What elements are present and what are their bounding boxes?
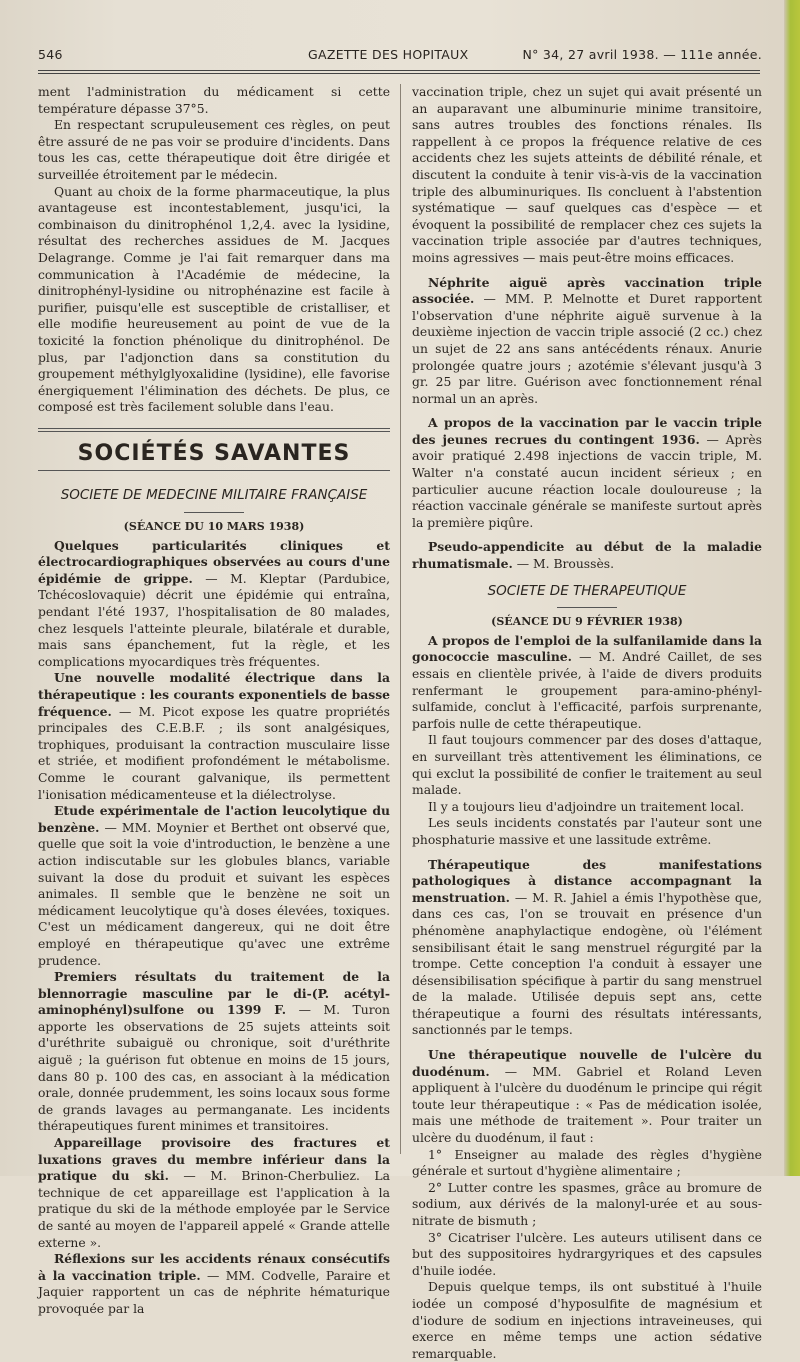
paragraph: Il y a toujours lieu d'adjoindre un traitement local. xyxy=(428,799,745,814)
article-title: Néphrite aiguë après vaccination triple associée. xyxy=(412,274,762,307)
list-item: 3° Cicatriser l'ulcère. Les auteurs utilisent dans ce but des suppositoires hydrargyriques et des capsules d'huile iodée. xyxy=(412,1230,762,1278)
paragraph: Il faut toujours commencer par des doses d'attaque, en surveillant très attentivement les éliminations, ce qui exclut la possibilité de confier le traitement au seul malade. xyxy=(412,733,762,798)
column-divider xyxy=(400,84,401,1154)
article-text: — MM. Moynier et Berthet ont observé que, quelle que soit la voie d'introduction, le benzène a une action indiscutable sur les globules blancs, variable suivant la dose du produit et suivant les espèces animales. Il semble que le benzène ne soit un médicament leucolytique qu'à doses élevées, toxiques. C'est un médicament dangereux, qui ne doit être employé en thérapeutique qu'avec une extrême prudence. xyxy=(38,820,390,968)
article-text: — M. Picot expose les quatre propriétés principales des C.E.B.F. ; ils sont analgésiques, trophiques, produisant la contraction musculaire lisse et striée, et modifient profondément le métabolisme. Comme le courant galvanique, ils permettent l'ionisation médicamenteuse et la diélectrolyse. xyxy=(38,704,390,802)
article xyxy=(38,538,390,671)
article-title: Premiers résultats du traitement de la blennorragie masculine par le di-(P. acétyl-aminophényl)sulfone ou 1399 F. xyxy=(38,969,390,1018)
divider xyxy=(184,512,244,513)
right-column xyxy=(412,84,762,1362)
paragraph: En respectant scrupuleusement ces règles, on peut être assuré de ne pas voir se produire d'incidents. Dans tous les cas, cette thérapeutique doit être dirigée et surveillée étroitement par le médecin. xyxy=(38,118,390,182)
running-head xyxy=(38,47,762,69)
article-text: — MM. Codvelle, Paraire et Jaquier rapportent un cas de néphrite hématurique provoquée par la xyxy=(38,1268,390,1316)
article xyxy=(412,633,762,733)
article xyxy=(412,857,762,1040)
journal-title: GAZETTE DES HOPITAUX xyxy=(308,47,469,62)
list-item: 1° Enseigner au malade des règles d'hygiène générale et surtout d'hygiène alimentaire ; xyxy=(412,1147,762,1179)
paragraph: vaccination triple, chez un sujet qui avait présenté un an auparavant une albuminurie minime transitoire, sans autres troubles des fonctions rénales. Ils rappellent à ce propos la fréquence relative de ces accidents chez les sujets atteints de débilité rénale, et discutent la conduite à tenir vis-à-vis de la vaccination triple des albuminuriques. Ils concluent à l'abstention systématique — sauf quelques cas d'espèce — et évoquent la possibilité de remplacer chez ces sujets la vaccination triple associée par d'autres techniques, moins agressives — mais peut-être moins efficaces. xyxy=(412,85,762,265)
paragraph: Depuis quelque temps, ils ont substitué à l'huile iodée un composé d'hyposulfite de magnésium et d'iodure de sodium en injections intraveineuses, qui exerce en même temps une action sédative remarquable. xyxy=(412,1280,762,1361)
article-text: — M. André Caillet, de ses essais en clientèle privée, à l'aide de divers produits renfermant le groupement para-amino-phényl-sulfamide, conclut à l'efficacité, parfois surprenante, parfois nulle de cette thérapeutique. xyxy=(412,650,762,731)
society-heading: SOCIETE DE MEDECINE MILITAIRE FRANÇAISE xyxy=(60,487,368,504)
section-rule xyxy=(38,470,390,477)
article xyxy=(38,803,390,969)
page-edge xyxy=(784,0,800,1176)
issue-line: N° 34, 27 avril 1938. — 111e année. xyxy=(522,47,762,62)
left-column xyxy=(38,84,390,1318)
section-rule xyxy=(38,428,390,432)
session-date: (SÉANCE DU 10 MARS 1938) xyxy=(123,520,305,534)
divider xyxy=(557,607,617,608)
article xyxy=(412,1047,762,1147)
article-text: — M. Broussès. xyxy=(512,557,615,572)
article-text: — M. Turon apporte les observations de 25 sujets atteints soit d'uréthrite subaiguë ou chronique, soit d'uréthrite aiguë ; la guérison fut obtenue en moins de 15 jours, dans 80 p. 100 des cas, en associant à la médication orale, donnée prudemment, les soins locaux sous forme de grands lavages au permanganate. Les incidents thérapeutiques furent minimes et transitoires. xyxy=(38,1003,390,1134)
article-text: — MM. P. Melnotte et Duret rapportent l'observation d'une néphrite aiguë survenue à la deuxième injection de vaccin triple associé (2 cc.) chez un sujet de 22 ans sans antécédents rénaux. Anurie prolongée quatre jours ; azotémie s'élevant jusqu'à 3 gr. 25 par litre. Guérison avec fonctionnement rénal normal un an après. xyxy=(412,292,762,406)
paragraph: Quant au choix de la forme pharmaceutique, la plus avantageuse est incontestablement, jusqu'ici, la combinaison du dinitrophénol 1,2,4. avec la lysidine, résultat des recherches assidues de M. Jacques Delagrange. Comme je l'ai fait remarquer dans ma communication à l'Académie de médecine, la dinitrophényl-lysidine ou nitrophénazine est facile à purifier, puisqu'elle est susceptible de cristalliser, et elle modifie heureusement au point de vue de la toxicité la fonction phénolique du dinitrophénol. De plus, par l'adjonction dans sa constitution du groupement méthylglyoxalidine (lysidine), elle favorise énergiquement l'élimination des déchets. De plus, ce composé est très facilement soluble dans l'eau. xyxy=(38,184,390,415)
paragraph: Les seuls incidents constatés par l'auteur sont une phosphaturie massive et une lassitude extrême. xyxy=(412,816,762,847)
article xyxy=(412,275,762,408)
article-title: Une thérapeutique nouvelle de l'ulcère du duodénum. xyxy=(412,1047,762,1079)
article-title: Appareillage provisoire des fractures et luxations graves du membre inférieur dans la pratique du ski. xyxy=(38,1135,390,1184)
article-text: — M. Brinon-Cherbuliez. La technique de cet appareillage est l'application à la pratique du ski de la méthode employée par le Service de santé au moyen de l'appareil appelé « Grande attelle externe ». xyxy=(38,1169,390,1250)
article-title: Etude expérimentale de l'action leucolytique du benzène. xyxy=(38,803,390,835)
article-text: — Après avoir pratiqué 2.498 injections de vaccin triple, M. Walter n'a constaté aucun incident sérieux ; en particulier aucune réaction locale douloureuse ; la réaction vaccinale générale se manifeste surtout après la première piqûre. xyxy=(412,432,762,530)
article-title: Quelques particularités cliniques et électrocardiographiques observées au cours d'une épidémie de grippe. xyxy=(38,537,390,586)
article xyxy=(412,415,762,531)
header-rule xyxy=(38,70,760,74)
article-title: Une nouvelle modalité électrique dans la thérapeutique : les courants exponentiels de basse fréquence. xyxy=(38,670,390,719)
article xyxy=(38,670,390,803)
article-title: A propos de l'emploi de la sulfanilamide dans la gonococcie masculine. xyxy=(412,632,762,665)
article xyxy=(38,1251,390,1317)
article xyxy=(38,1135,390,1251)
article-text: — M. R. Jahiel a émis l'hypothèse que, dans ces cas, l'on se trouvait en présence d'un phénomène anaphylactique endogène, où l'élément sensibilisant était le sang menstruel régurgité par la trompe. Cette conception l'a conduit à essayer une désensibilisation spécifique à partir du sang menstruel de la malade. Utilisée depuis sept ans, cette thérapeutique a fourni des résultats intéressants, sanctionnés par le temps. xyxy=(412,890,762,1038)
article-text: — M. Kleptar (Pardubice, Tchécoslovaquie) décrit une épidémie qui entraîna, pendant l'été 1937, l'hospitalisation de 80 malades, chez lesquels l'atteinte pleurale, bilatérale et durable, mais sans épanchement, fut la règle, et les complications myocardiques très fréquentes. xyxy=(38,571,390,669)
article-title: Réflexions sur les accidents rénaux consécutifs à la vaccination triple. xyxy=(38,1251,390,1283)
session-date: (SÉANCE DU 9 FÉVRIER 1938) xyxy=(491,615,683,629)
article-title: A propos de la vaccination par le vaccin triple des jeunes recrues du contingent 1936. xyxy=(412,415,762,447)
page-number: 546 xyxy=(38,47,63,62)
paragraph: ment l'administration du médicament si cette température dépasse 37°5. xyxy=(38,85,390,116)
article xyxy=(38,969,390,1135)
list-item: 2° Lutter contre les spasmes, grâce au bromure de sodium, aux dérivés de la malonyl-urée et au sous-nitrate de bismuth ; xyxy=(412,1180,762,1228)
article-text: — MM. Gabriel et Roland Leven appliquent à l'ulcère du duodénum le principe qui régit toute leur thérapeutique : « Pas de médication isolée, mais une méthode de traitement ». Pour traiter un ulcère du duodénum, il faut : xyxy=(412,1064,762,1146)
society-heading: SOCIETE DE THERAPEUTIQUE xyxy=(487,582,687,599)
article xyxy=(412,539,762,572)
article-title: Thérapeutique des manifestations pathologiques à distance accompagnant la menstruation. xyxy=(412,856,762,905)
section-title: SOCIÉTÉS SAVANTES xyxy=(77,440,351,466)
article-title: Pseudo-appendicite au début de la maladie rhumatismale. xyxy=(412,539,762,572)
